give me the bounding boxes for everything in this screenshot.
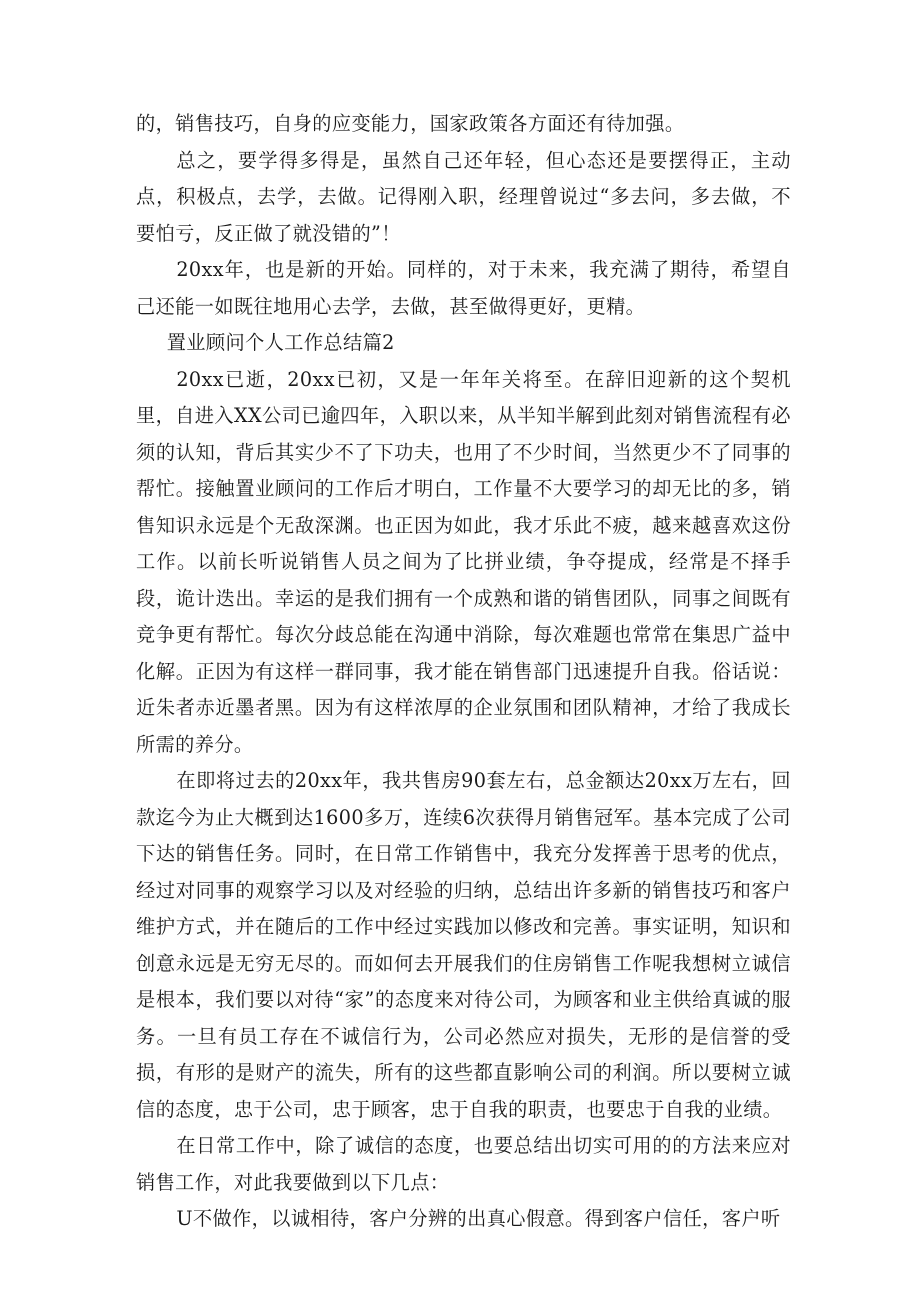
paragraph-achievements: 在即将过去的20xx年，我共售房90套左右，总金额达20xx万左右，回款迄今为止大概到达1600多万，连续6次获得月销售冠军。基本完成了公司下达的销售任务。同时，在日常工作销售中，我充分发挥善于思考的优点，经过对同事的观察学习以及对经验的归纳，总结出许多新的销售技巧和客户维护方式，并在随后的工作中经过实践加以修改和完善。事实证明，知识和创意永远是无穷无尽的。而如何去开展我们的住房销售工作呢我想树立诚信是根本，我们要以对待“家”的态度来对待公司，为顾客和业主供给真诚的服务。一旦有员工存在不诚信行为，公司必然应对损失，无形的是信誉的受损，有形的是财产的流失，所有的这些都直影响公司的利润。所以要树立诚信的态度，忠于公司，忠于顾客，忠于自我的职责，也要忠于自我的业绩。: [136, 769, 791, 1121]
paragraph-continuation: 的，销售技巧，自身的应变能力，国家政策各方面还有待加强。: [136, 112, 685, 135]
paragraph-intro: 20xx已逝，20xx已初，又是一年年关将至。在辞旧迎新的这个契机里，自进入XX公司已逾四年，入职以来，从半知半解到此刻对销售流程有必须的认知，背后其实少不了下功夫，也用了不少时间，当然更少不了同事的帮忙。接触置业顾问的工作后才明白，工作量不大要学习的却无比的多，销售知识永远是个无敌深渊。也正因为如此，我才乐此不疲，越来越喜欢这份工作。以前长听说销售人员之间为了比拼业绩，争夺提成，经常是不择手段，诡计迭出。幸运的是我们拥有一个成熟和谐的销售团队，同事之间既有竞争更有帮忙。每次分歧总能在沟通中消除，每次难题也常常在集思广益中化解。正因为有这样一群同事，我才能在销售部门迅速提升自我。俗话说：近朱者赤近墨者黑。因为有这样浓厚的企业氛围和团队精神，才给了我成长所需的养分。: [136, 367, 791, 756]
paragraph-methods-intro: 在日常工作中，除了诚信的态度，也要总结出切实可用的的方法来应对销售工作，对此我要做到以下几点：: [136, 1134, 791, 1194]
paragraph-point-one: U不做作，以诚相待，客户分辨的出真心假意。得到客户信任，客户听: [176, 1207, 781, 1230]
document-body: [136, 106, 791, 1238]
section-heading: 置业顾问个人工作总结篇2: [166, 331, 395, 354]
paragraph-summary: 总之，要学得多得是，虽然自己还年轻，但心态还是要摆得正，主动点，积极点，去学，去做。记得刚入职，经理曾说过“多去问，多去做，不要怕亏，反正做了就没错的”！: [136, 148, 791, 245]
paragraph-new-year: 20xx年，也是新的开始。同样的，对于未来，我充满了期待，希望自己还能一如既往地用心去学，去做，甚至做得更好，更精。: [136, 258, 791, 318]
